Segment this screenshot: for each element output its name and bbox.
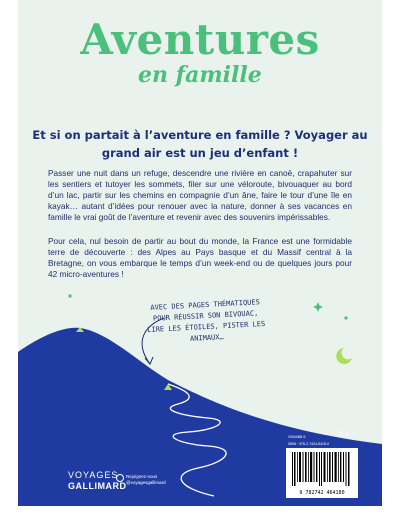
barcode-digits: 9 782742 464180 — [299, 490, 345, 496]
product-code: G06488 6 — [288, 434, 306, 439]
description-paragraph-1: Passer une nuit dans un refuge, descendre une rivière en canoë, crapahuter sur les sentiers et tutoyer les sommets, filer sur une véloroute, bivouaquer au bord d’un lac, partir sur les chemins en compagnie d’un âne, faire le tour d’une île en kayak… autant d’idées pour renouer avec la nature, donner à ses vacances en famille le vrai goût de l’aventure et revenir avec des souvenirs impérissables. — [48, 168, 352, 222]
handwritten-note: AVEC DES PAGES THÉMATIQUES POUR RÉUSSIR SON BIVOUAC, LIRE LES ÉTOILES, PISTER LES ANIMAUX… — [147, 298, 266, 343]
price: 25 € — [338, 432, 350, 438]
description-paragraph-2: Pour cela, nul besoin de partir au bout du monde, la France est une formidable terre de découverte : des Alpes au Pays basque et du Massif central à la Bretagne, on vous embarque le temps d’un week-end ou de quelques jours pour 42 micro-aventures ! — [48, 236, 352, 279]
social-line2: @voyagesgallimard — [126, 479, 166, 485]
barcode-bars — [286, 448, 358, 490]
mountain-illustration — [18, 0, 382, 506]
publisher-line1: VOYAGES — [68, 470, 119, 480]
tagline: Et si on partait à l’aventure en famille ? Voyager au grand air est un jeu d’enfant ! — [32, 128, 368, 160]
publisher-line2: GALLIMARD — [68, 481, 127, 491]
title: Aventures — [80, 15, 320, 64]
subtitle: en famille — [138, 62, 262, 88]
instagram-icon — [116, 474, 124, 482]
moon-icon — [336, 348, 352, 364]
book-back-cover — [18, 0, 382, 506]
isbn-label: ISBN : 978-2-7424-6418-0 — [288, 442, 330, 446]
social-line1: Rejoignez-nous — [126, 474, 158, 479]
social-handle — [126, 474, 166, 485]
